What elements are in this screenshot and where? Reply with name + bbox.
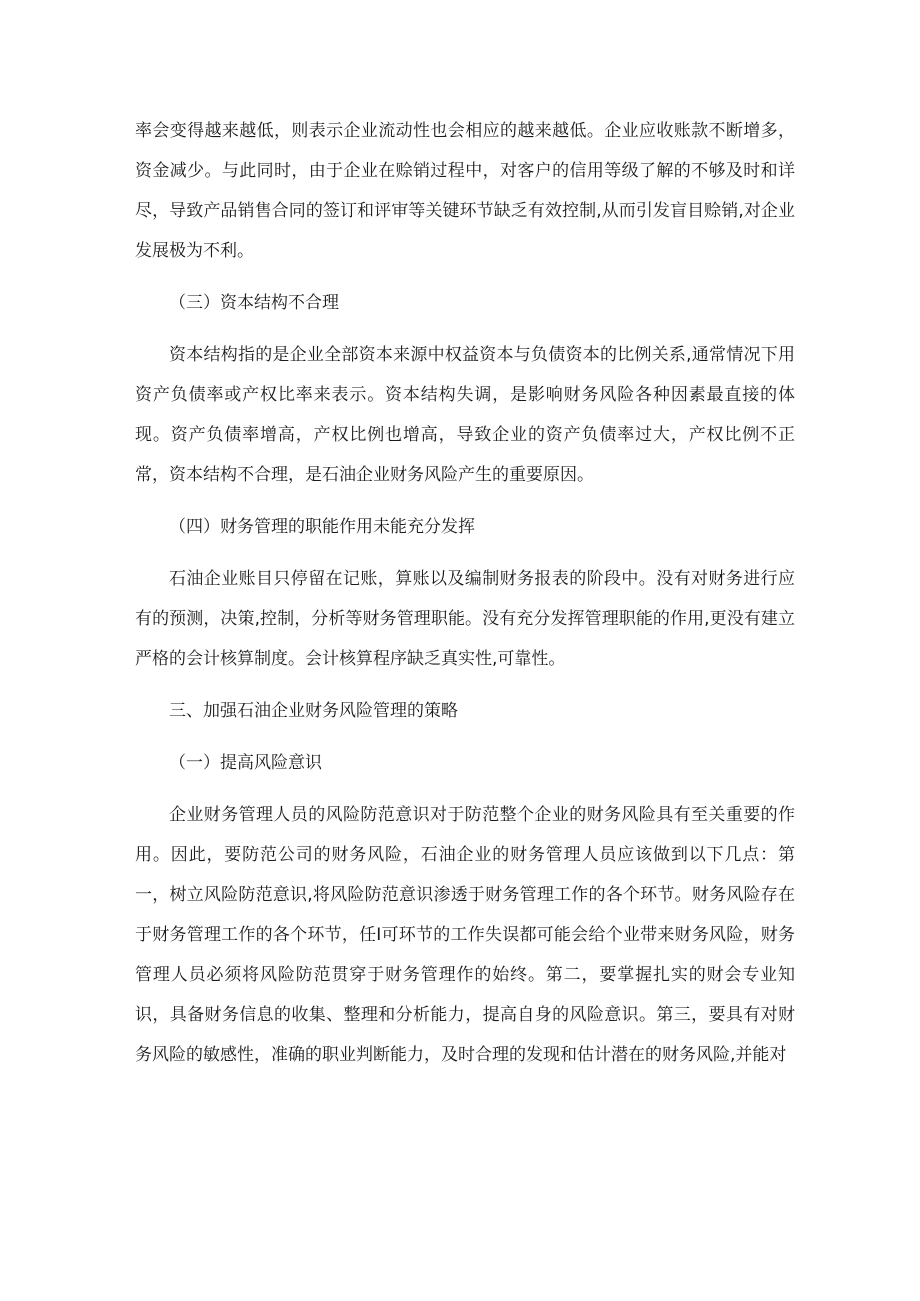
heading-risk-awareness: （一）提高风险意识 [169,753,322,773]
document-page [135,111,795,1075]
spacer [135,271,795,283]
spacer [135,679,795,691]
paragraph-capital-structure: 资本结构指的是企业全部资本来源中权益资本与负债资本的比例关系,通常情况下用资产负债率或产权比率来表示。资本结构失调，是影响财务风险各种因素最直接的体现。资产负债率增高，产权比例也增高，导致企业的资产负债率过大，产权比例不正常，资本结构不合理，是石油企业财务风险产生的重要原因。 [135,345,795,485]
spacer [135,495,795,507]
spacer [135,547,795,559]
paragraph-risk-awareness: 企业财务管理人员的风险防范意识对于防范整个企业的财务风险具有至关重要的作用。因此，要防范公司的财务风险，石油企业的财务管理人员应该做到以下几点：第一，树立风险防范意识,将风险防范意识渗透于财务管理工作的各个环节。财务风险存在于财务管理工作的各个环节，任I可环节的工作失误都可能会给个业带来财务风险，财务管理人员必须将风险防范贯穿于财务管理作的始终。第二，要掌握扎实的财会专业知识，具备财务信息的收集、整理和分析能力，提高自身的风险意识。第三，要具有对财务风险的敏感性，准确的职业判断能力，及时合理的发现和估计潜在的财务风险,并能对 [135,805,795,1065]
spacer [135,323,795,335]
spacer [135,731,795,743]
paragraph-receivables: 率会变得越来越低，则表示企业流动性也会相应的越来越低。企业应收账款不断增多，资金减少。与此同时，由于企业在赊销过程中，对客户的信用等级了解的不够及时和详尽，导致产品销售合同的签订和评审等关键环节缺乏有效控制,从而引发盲目赊销,对企业发展极为不利。 [135,121,795,261]
heading-finance-function: （四）财务管理的职能作用未能充分发挥 [169,517,475,537]
spacer [135,783,795,795]
heading-capital-structure: （三）资本结构不合理 [169,293,339,313]
paragraph-finance-function: 石油企业账目只停留在记账，算账以及编制财务报表的阶段中。没有对财务进行应有的预测，决策,控制，分析等财务管理职能。没有充分发挥管理职能的作用,更没有建立严格的会计核算制度。会计核算程序缺乏真实性,可靠性。 [135,569,795,669]
heading-strategies: 三、加强石油企业财务风险管理的策略 [169,701,458,721]
